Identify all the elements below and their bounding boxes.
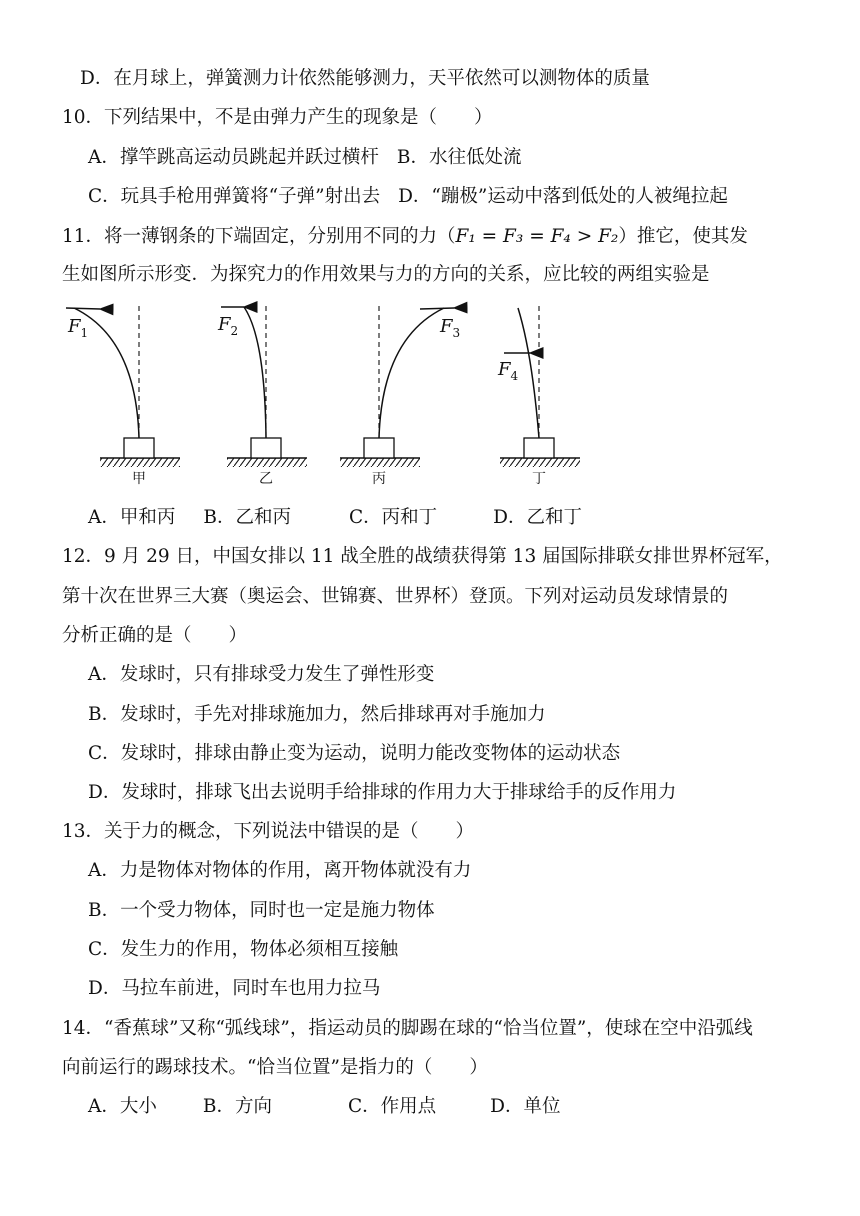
q12-option-b: B．发球时，手先对排球施加力，然后排球再对手施加力 — [88, 704, 546, 725]
q11-stem-line1 — [62, 224, 748, 250]
q12-stem-line2: 第十次在世界三大赛（奥运会、世锦赛、世界杯）登顶。下列对运动员发球情景的 — [62, 586, 729, 607]
q9-option-d: D．在月球上，弹簧测力计依然能够测力，天平依然可以测物体的质量 — [80, 68, 650, 89]
ground-hatch — [340, 458, 420, 467]
q12-option-d: D．发球时，排球飞出去说明手给排球的作用力大于排球给手的反作用力 — [88, 782, 677, 803]
q10-options-row2 — [88, 184, 728, 210]
panel-ding — [497, 306, 580, 487]
panel-yi — [217, 306, 307, 487]
q14-option-c: C．作用点 — [347, 1096, 437, 1117]
ground-hatch — [500, 458, 580, 467]
q12-option-a: A．发球时，只有排球受力发生了弹性形变 — [88, 664, 435, 685]
force-label-f1: $F_1$ — [68, 316, 89, 340]
force-label-f4: $F_4$ — [498, 359, 519, 383]
q14-stem-line2: 向前运行的踢球技术。“恰当位置”是指力的（ ） — [62, 1057, 488, 1078]
q14-option-a: A．大小 — [88, 1096, 157, 1117]
force-label-f3: $F_3$ — [440, 316, 461, 340]
q13-option-c: C．发生力的作用，物体必须相互接触 — [88, 939, 399, 960]
q14-options — [88, 1094, 560, 1120]
q11-options — [88, 505, 582, 531]
q11-option-b: B．乙和丙 — [203, 507, 291, 528]
force-arrow-f3 — [420, 308, 454, 309]
q14-stem-line1: 14．“香蕉球”又称“弧线球”，指运动员的脚踢在球的“恰当位置”，使球在空中沿弧线 — [62, 1018, 753, 1039]
q10-stem: 10．下列结果中，不是由弹力产生的现象是（ ） — [62, 107, 493, 128]
q10-option-c: C．玩具手枪用弹簧将“子弹”射出去 — [88, 186, 381, 207]
force-label-f2: $F_2$ — [218, 314, 239, 338]
q10-option-a: A．撑竿跳高运动员跳起并跃过横杆 — [88, 147, 379, 168]
q11-stem-text-a: 11．将一薄钢条的下端固定，分别用不同的力（ — [62, 226, 456, 247]
panel-bing — [340, 306, 460, 487]
caption-bing: 丙 — [372, 471, 386, 487]
q14-option-b: B．方向 — [202, 1096, 272, 1117]
q13-stem: 13．关于力的概念，下列说法中错误的是（ ） — [62, 821, 475, 842]
q13-option-a: A．力是物体对物体的作用，离开物体就没有力 — [88, 860, 472, 881]
q11-option-c: C．丙和丁 — [348, 507, 438, 528]
base-block — [251, 438, 281, 458]
q12-stem-line3: 分析正确的是（ ） — [62, 625, 248, 646]
q11-figure — [60, 298, 600, 493]
ground-hatch — [100, 458, 180, 467]
q12-stem-line1: 12．9 月 29 日，中国女排以 11 战全胜的战绩获得第 13 届国际排联女排世界杯冠军， — [62, 546, 783, 567]
bent-steel-strip — [518, 308, 539, 438]
caption-jia: 甲 — [132, 471, 146, 487]
q13-option-b: B．一个受力物体，同时也一定是施力物体 — [88, 900, 435, 921]
force-arrow-f1 — [66, 308, 100, 309]
base-block — [524, 438, 554, 458]
q14-option-d: D．单位 — [490, 1096, 561, 1117]
ground-hatch — [227, 458, 307, 467]
bent-steel-strip — [379, 308, 444, 438]
panel-jia — [66, 306, 180, 487]
steel-strip-diagram — [60, 298, 600, 493]
q11-stem-text-b: ）推它，使其发 — [618, 226, 748, 247]
q10-options-row1 — [88, 145, 521, 171]
q11-option-d: D．乙和丁 — [493, 507, 582, 528]
q13-option-d: D．马拉车前进，同时车也用力拉马 — [88, 978, 381, 999]
base-block — [124, 438, 154, 458]
q11-stem-line2: 生如图所示形变．为探究力的作用效果与力的方向的关系，应比较的两组实验是 — [62, 264, 710, 285]
q10-option-b: B．水往低处流 — [396, 147, 522, 168]
bent-steel-strip — [244, 307, 266, 438]
q10-option-d: D．“蹦极”运动中落到低处的人被绳拉起 — [398, 186, 728, 207]
q11-option-a: A．甲和丙 — [88, 507, 176, 528]
q12-option-c: C．发球时，排球由静止变为运动，说明力能改变物体的运动状态 — [88, 743, 621, 764]
q11-formula: F₁ = F₃ = F₄ > F₂ — [455, 226, 619, 247]
caption-ding: 丁 — [532, 471, 546, 487]
base-block — [364, 438, 394, 458]
caption-yi: 乙 — [259, 471, 273, 487]
